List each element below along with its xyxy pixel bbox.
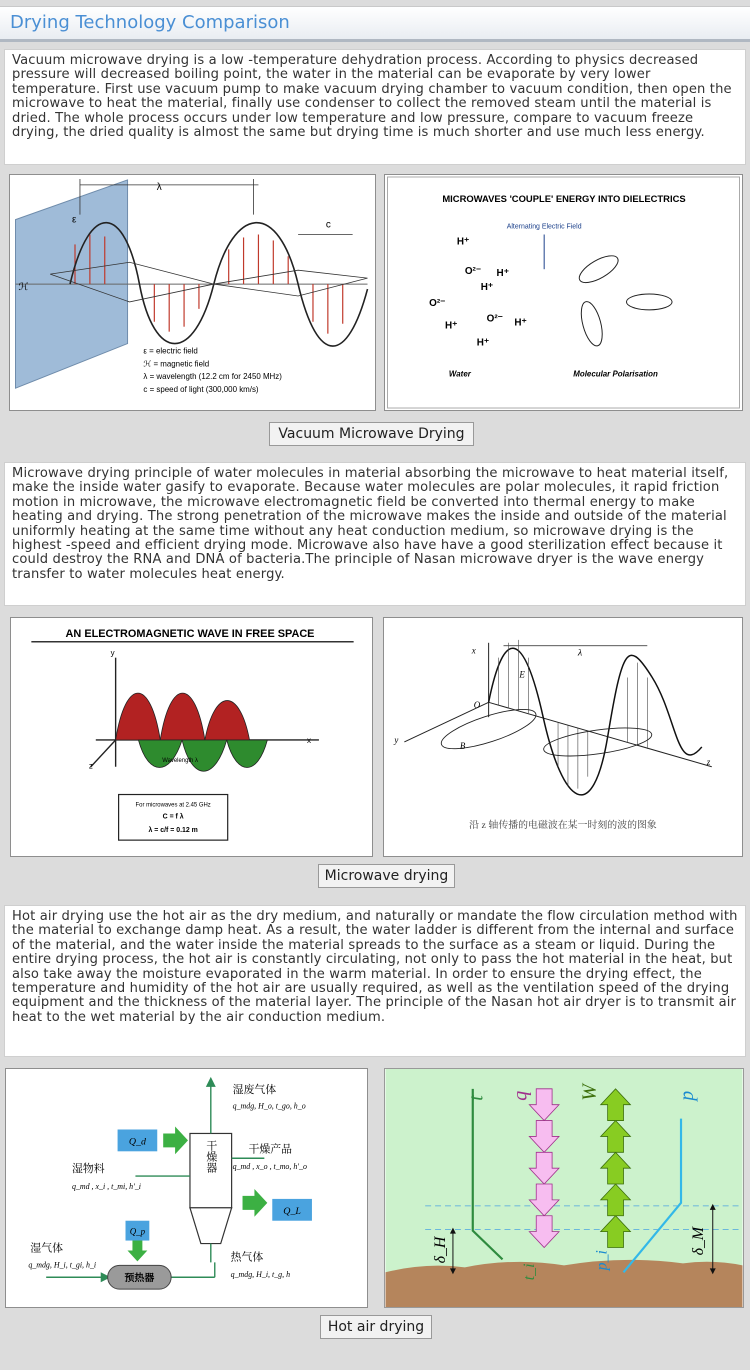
wet-material-label: 湿物料 — [71, 1163, 105, 1176]
lambda-label: λ — [156, 181, 162, 193]
caption-vacuum-microwave: Vacuum Microwave Drying — [269, 422, 474, 446]
hot-gas-vars: q_mdg, H_i, t_g, h — [230, 1270, 291, 1280]
z-axis — [91, 740, 116, 767]
page-header — [0, 6, 750, 42]
exhaust-vars: q_mdg, H_o, t_go, h_o — [232, 1101, 306, 1111]
hot-gas-label: 热气体 — [230, 1251, 264, 1264]
dielectrics-title: MICROWAVES 'COUPLE' ENERGY INTO DIELECTRICS — [442, 192, 686, 204]
legend-magnetic: ℋ = magnetic field — [143, 359, 210, 369]
qp-label: Q_p — [129, 1226, 146, 1237]
wet-gas-label: 湿气体 — [30, 1242, 63, 1255]
section-1-text: Vacuum microwave drying is a low -temperature dehydration process. According to physics decreased pressure will decreased boiling point, the water in the material can be evaporate by very lower temperature. First use vacuum pump to make vacuum drying chamber to vacuum condition, then open the microwave to heat the material, finally use condenser to collect the removed steam until the material is dried. The whole process occurs under low temperature and low pressure, compare to vacuum freeze drying, the dried quality is almost the same but drying time is much shorter and use much less energy. — [4, 49, 746, 165]
legend-wavelength: λ = wavelength (12.2 cm for 2450 MHz) — [143, 372, 282, 382]
label-ti: t_i — [521, 1263, 539, 1281]
legend-electric: ε = electric field — [143, 346, 198, 356]
label-delta-h: δ_H — [432, 1236, 449, 1264]
svg-text:H⁺: H⁺ — [514, 317, 527, 329]
material-layer — [386, 1260, 743, 1307]
chinese-caption: 沿 z 轴传播的电磁波在某一时刻的波的图象 — [469, 820, 657, 832]
speed-label: c — [325, 219, 331, 231]
polarised-molecules — [575, 251, 672, 349]
preheater-label: 预热器 — [124, 1273, 155, 1285]
label-x: x — [471, 645, 476, 656]
dryer-cone — [190, 1208, 232, 1244]
e-lobe-1 — [116, 693, 161, 740]
svg-text:H⁺: H⁺ — [496, 268, 509, 280]
polarisation-label: Molecular Polarisation — [573, 369, 658, 379]
section-3-text: Hot air drying use the hot air as the dry medium, and naturally or mandate the flow circulation method with the material to exchange damp heat. As a result, the water ladder is different from the internal and surface of the material, and the water inside the material spreads to the surface as a steam or liquid. During the entire drying process, the hot air is constantly circulating, not only to pass the hot material in the heat, but also take away the moisture evaporated in the warm material. In order to ensure the drying effect, the temperature and humidity of the hot air are usually required, as well as the ventilation speed of the drying equipment and the thickness of the material layer. The principle of the Nasan hot air dryer is to transmit air heat to the wet material by the air conduction medium. — [4, 905, 746, 1057]
label-e: E — [519, 669, 525, 680]
wet-gas-vars: q_mdg, H_i, t_gi, h_i — [28, 1260, 97, 1270]
product-vars: q_md , x_o , t_mo, h'_o — [232, 1162, 307, 1172]
page-title: Drying Technology Comparison — [10, 12, 290, 33]
svg-text:H⁺: H⁺ — [480, 282, 494, 294]
figure-hot-air-gradients — [384, 1068, 744, 1308]
figure-microwave-dielectrics — [384, 174, 743, 411]
formula-line-1: For microwaves at 2.45 GHz — [135, 802, 211, 809]
axis-z-label: z — [88, 761, 93, 771]
exhaust-label: 湿废气体 — [232, 1083, 277, 1096]
b-wave-2 — [542, 723, 653, 762]
wet-material-vars: q_md , x_i , t_mi, h'_i — [71, 1181, 141, 1191]
ql-label: Q_L — [283, 1205, 301, 1217]
label-pi: p_i — [593, 1250, 611, 1271]
svg-text:O²⁻: O²⁻ — [429, 297, 446, 309]
magnetic-label: ℋ — [18, 282, 29, 294]
caption-hot-air-drying: Hot air drying — [320, 1315, 432, 1339]
dryer-label: 干燥器 — [204, 1139, 217, 1173]
qp-arrow — [127, 1241, 147, 1262]
label-z: z — [706, 756, 711, 767]
label-t: t — [465, 1095, 488, 1101]
free-space-title: AN ELECTROMAGNETIC WAVE IN FREE SPACE — [65, 627, 315, 640]
label-origin: O — [473, 700, 481, 711]
product-label: 干燥产品 — [248, 1143, 293, 1156]
formula-line-3: λ = c/f = 0.12 m — [148, 827, 198, 835]
section-2-text: Microwave drying principle of water molecules in material absorbing the microwave to heat material itself, make the inside water gasify to evaporate. Because water molecules are polar molecules, it rapid friction motion in microwave, the microwave electromagnetic field be converted into thermal energy to make heating and drying. The strong penetration of the microwave makes the inside and outside of the material uniformly heating at the same time without any heat conduction medium, so microwave drying is the highest -speed and efficient drying mode. Microwave also have have a good sterilization effect because it could destroy the RNA and DNA of bacteria.The principle of Nasan microwave dryer is the wave energy transfer to water molecules heat energy. — [4, 462, 746, 606]
e-lobe-3 — [205, 701, 250, 740]
label-y: y — [394, 734, 399, 745]
water-molecules — [429, 236, 527, 348]
ql-arrow — [243, 1189, 268, 1217]
svg-text:O²⁻: O²⁻ — [486, 313, 503, 325]
qd-arrow — [163, 1127, 188, 1155]
label-b: B — [459, 740, 466, 751]
axis-y-label: y — [110, 648, 115, 658]
magnetic-wave-right — [214, 270, 368, 296]
figure-hot-air-flow-diagram — [5, 1068, 368, 1308]
label-w: W — [578, 1084, 601, 1101]
e-lobe-2 — [160, 693, 205, 740]
wavelength-label: Wavelength λ — [162, 757, 198, 764]
axis-x-label: x — [307, 735, 311, 745]
svg-text:H⁺: H⁺ — [445, 320, 458, 332]
figure-em-wave-propagation — [9, 174, 376, 411]
b-lobe-2 — [182, 740, 227, 771]
alternating-field-label: Alternating Electric Field — [506, 223, 582, 231]
figure-em-wave-3d — [383, 617, 743, 857]
b-lobe-3 — [227, 740, 268, 768]
formula-line-2: C = f λ — [162, 813, 184, 821]
label-lambda: λ — [577, 647, 583, 659]
water-label: Water — [448, 369, 471, 379]
label-q: q — [509, 1090, 532, 1101]
svg-text:H⁺: H⁺ — [456, 236, 470, 248]
qd-label: Q_d — [128, 1136, 146, 1148]
svg-text:H⁺: H⁺ — [476, 337, 490, 349]
electric-label: ε — [72, 214, 77, 226]
figure-em-wave-free-space — [10, 617, 373, 857]
svg-text:O²⁻: O²⁻ — [464, 266, 482, 278]
label-delta-m: δ_M — [689, 1226, 707, 1256]
axis-z — [489, 702, 712, 766]
caption-microwave-drying: Microwave drying — [318, 864, 455, 888]
legend-speed: c = speed of light (300,000 km/s) — [143, 385, 259, 395]
label-p: p — [675, 1090, 698, 1101]
